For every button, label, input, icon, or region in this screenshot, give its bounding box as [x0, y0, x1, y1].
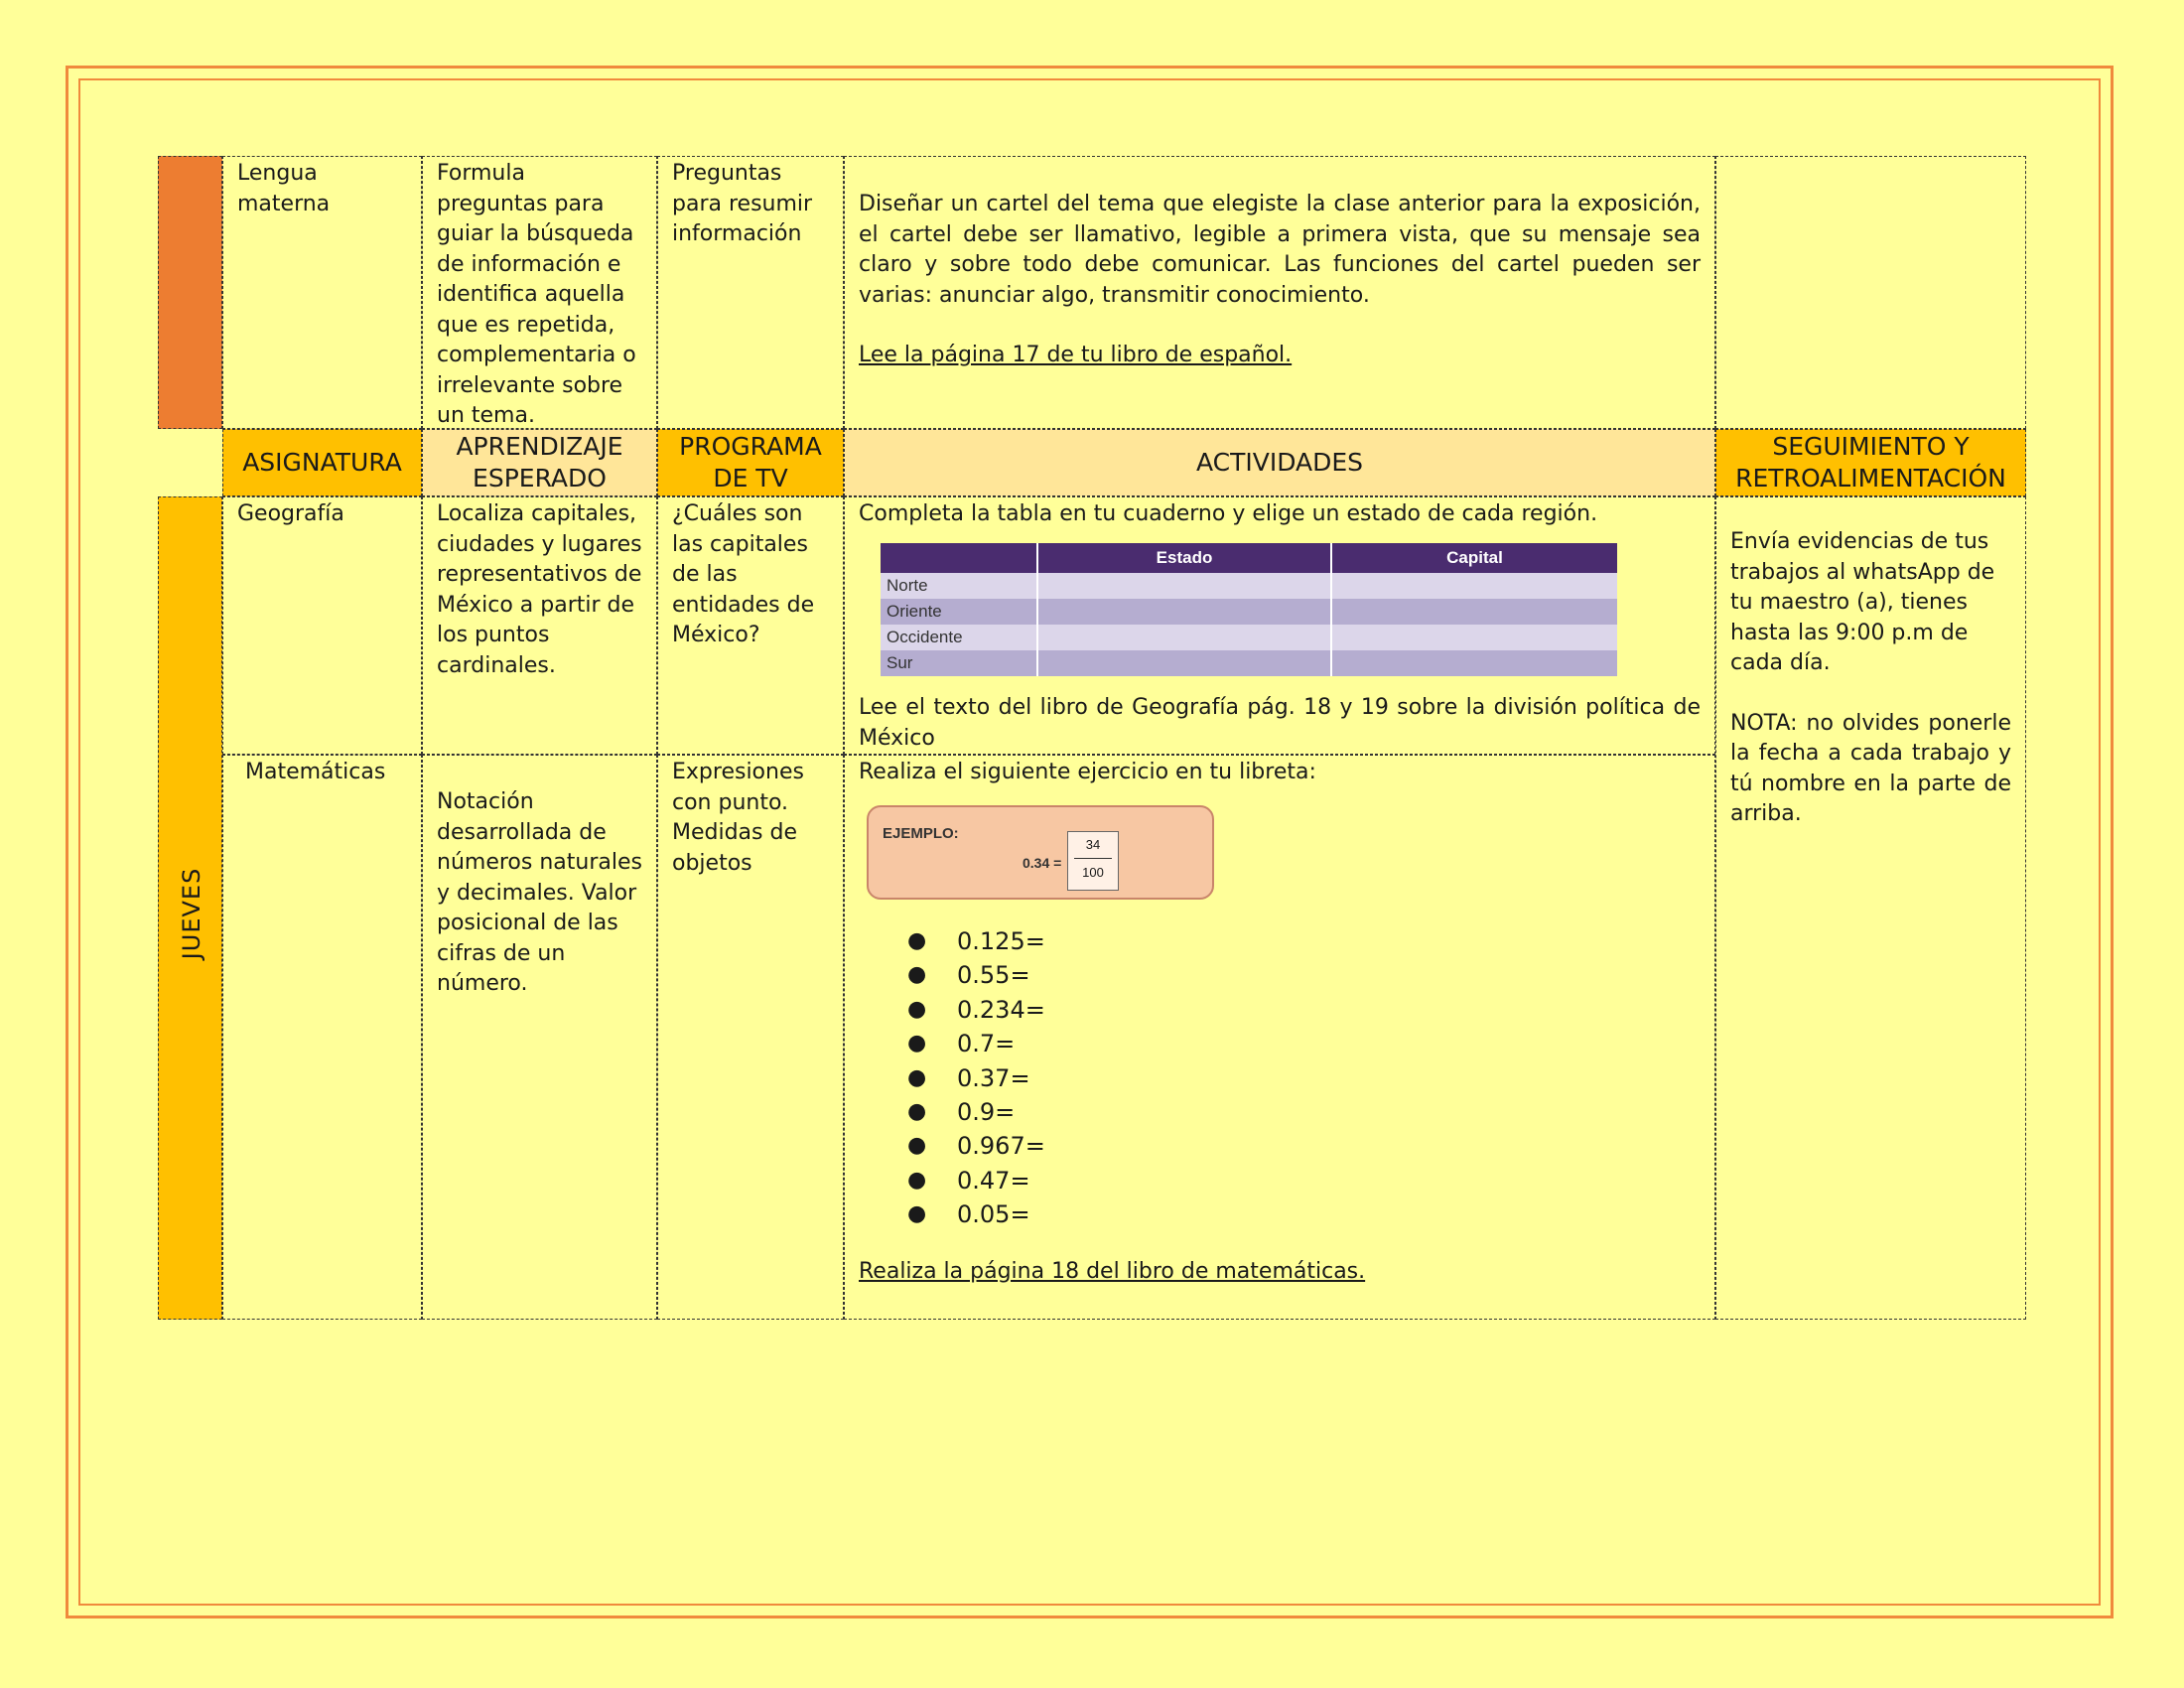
activity-text: Diseñar un cartel del tema que elegiste la clase anterior para la exposición, el cartel debe ser llamativo, legible a primera vista, que su mensaje sea claro y sobre todo debe comunicar. Las funciones del cartel pueden ser varias: anunciar algo, transmitir conocimiento. [859, 192, 1701, 308]
feedback-note: NOTA: no olvides ponerle la fecha a cada trabajo y tú nombre en la parte de arriba. [1730, 710, 2011, 826]
activity-link-matematicas[interactable]: Realiza la página 18 del libro de matemáticas. [859, 1259, 1366, 1284]
subject-cell-lengua [222, 156, 422, 429]
example-fraction: 34 100 [1067, 831, 1119, 891]
table-row: Oriente [881, 599, 1617, 625]
program-cell-geografia: ¿Cuáles son las capitales de las entidades de México? [657, 496, 844, 755]
list-item: ● 0.125= [907, 927, 1045, 955]
learning-text: Formula preguntas para guiar la búsqueda de información e identifica aquella que es repetida, complementaria o irrelevante sobre un tema. [437, 161, 636, 428]
activity-text: Lee el texto del libro de Geografía pág. 18 y 19 sobre la división política de México [859, 695, 1701, 751]
example-box [867, 805, 1214, 900]
table-header-cell: Estado [1037, 543, 1331, 573]
activity-intro: Realiza el siguiente ejercicio en tu libreta: [859, 760, 1316, 784]
activity-link-espanol[interactable]: Lee la página 17 de tu libro de español. [859, 343, 1293, 367]
regions-table [881, 543, 1617, 676]
list-item: ● 0.9= [907, 1097, 1016, 1126]
table-row: Norte [881, 573, 1617, 599]
list-item: ● 0.234= [907, 995, 1045, 1024]
list-item: ● 0.967= [907, 1132, 1045, 1161]
header-program: PROGRAMA DE TV [657, 429, 844, 496]
list-item: ● 0.7= [907, 1030, 1016, 1058]
example-label: EJEMPLO: [883, 825, 959, 842]
program-cell-matematicas: Expresiones con punto. Medidas de objetos [657, 755, 844, 1320]
subject-cell-matematicas: Matemáticas [222, 755, 422, 1320]
header-subject: ASIGNATURA [222, 429, 422, 496]
learning-cell-geografia: Localiza capitales, ciudades y lugares representativos de México a partir de los puntos cardinales. [422, 496, 657, 755]
feedback-text: Envía evidencias de tus trabajos al whatsApp de tu maestro (a), tienes hasta las 9:00 p.m de cada día. [1730, 529, 1995, 675]
exercise-list [903, 924, 1045, 1232]
table-row: Sur [881, 650, 1617, 676]
activity-intro: Completa la tabla en tu cuaderno y elige un estado de cada región. [859, 501, 1598, 526]
learning-cell-matematicas: Notación desarrollada de números naturales y decimales. Valor posicional de las cifras de un número. [422, 755, 657, 1320]
header-feedback: SEGUIMIENTO Y RETROALIMENTACIÓN [1715, 429, 2026, 496]
day-label: JUEVES [178, 867, 205, 960]
table-header-cell [881, 543, 1037, 573]
header-activities: ACTIVIDADES [844, 429, 1715, 496]
list-item: ● 0.05= [907, 1200, 1030, 1229]
feedback-cell-jueves [1715, 496, 2026, 1320]
list-item: ● 0.55= [907, 961, 1030, 990]
list-item: ● 0.37= [907, 1063, 1030, 1092]
activity-cell-lengua [844, 156, 1715, 429]
example-equation: 0.34 = [1023, 855, 1062, 871]
learning-cell-lengua [422, 156, 657, 429]
day-bar-orange [158, 156, 222, 429]
table-header-cell: Capital [1331, 543, 1617, 573]
program-cell-lengua [657, 156, 844, 429]
list-item: ● 0.47= [907, 1166, 1030, 1195]
table-row: Occidente [881, 625, 1617, 650]
subject-cell-geografia: Geografía [222, 496, 422, 755]
feedback-cell-lengua [1715, 156, 2026, 429]
program-text: Preguntas para resumir información [672, 161, 813, 246]
subject-label: Lengua materna [237, 161, 331, 216]
header-learning: APRENDIZAJE ESPERADO [422, 429, 657, 496]
